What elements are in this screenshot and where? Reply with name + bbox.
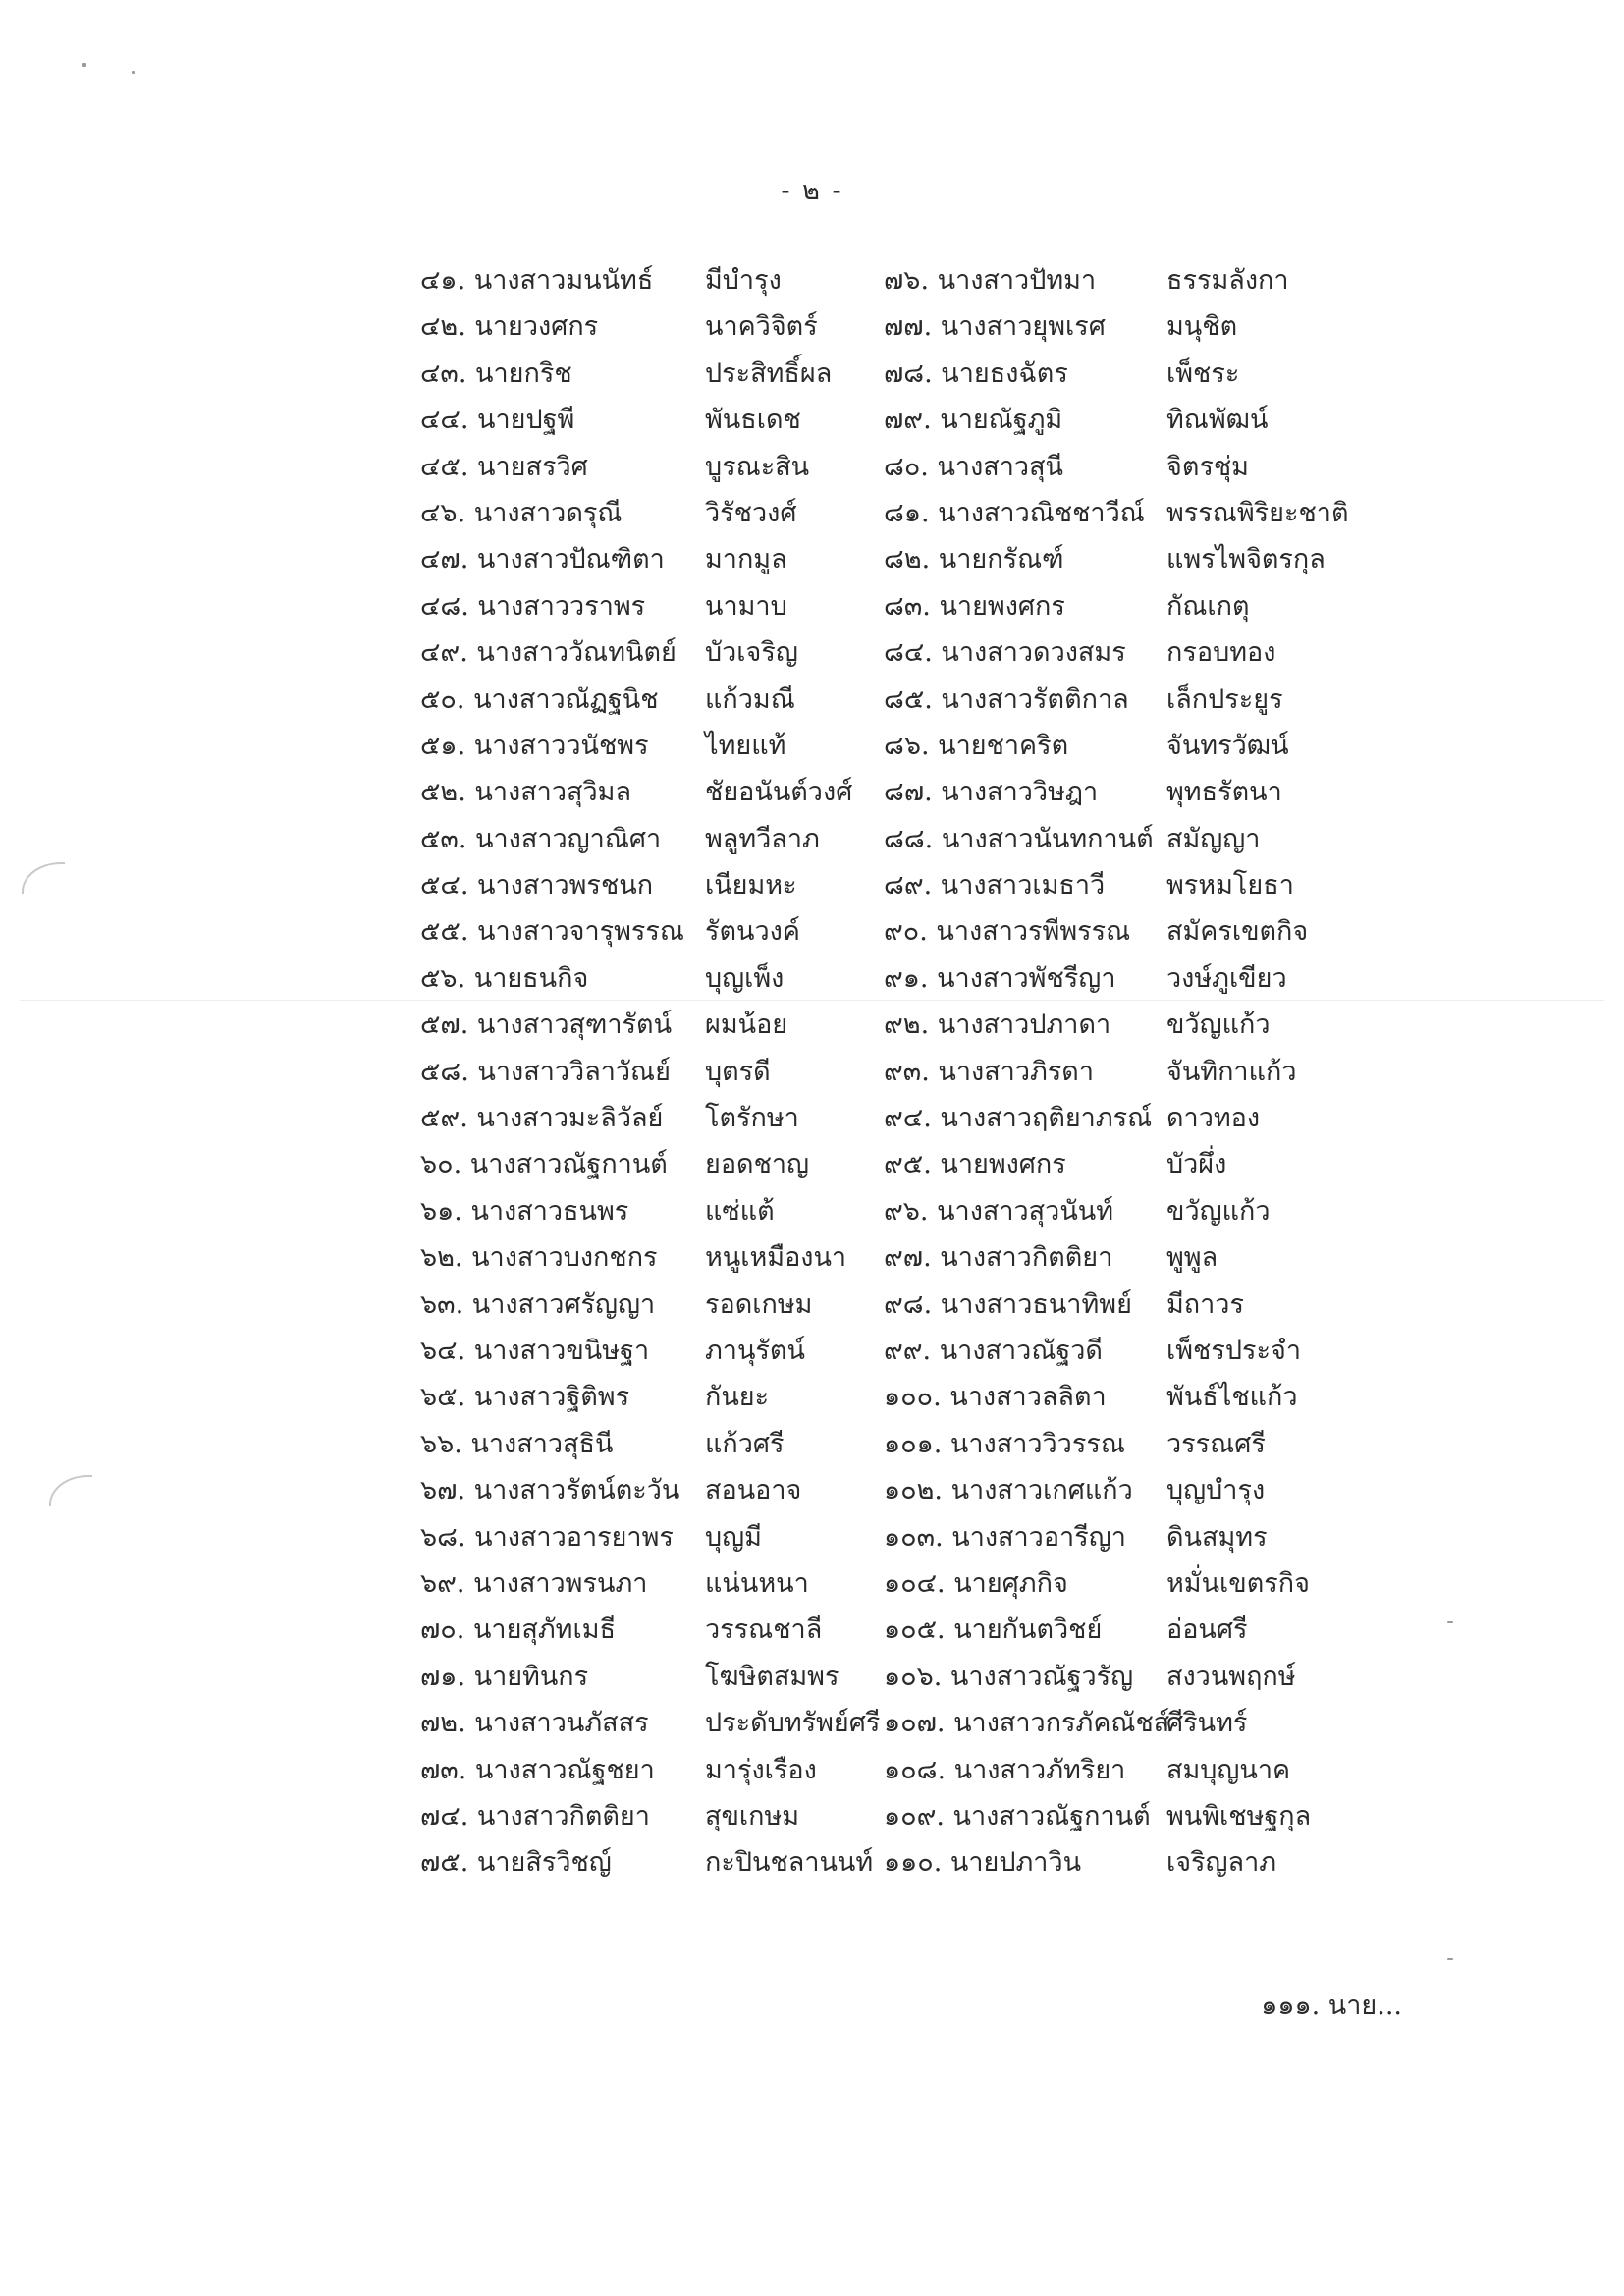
left-entry-surname: บุญเพ็ง [705,962,785,994]
right-entry-name: ๑๐๐. นางสาวลลิตา [884,1382,1107,1413]
roster-row [0,1282,1624,1328]
left-entry-name: ๖๗. นางสาวรัตน์ตะวัน [420,1475,680,1506]
roster-row [0,677,1624,723]
right-entry-surname: พรรณพิริยะชาติ [1166,497,1349,528]
right-entry-surname: ธรรมลังกา [1166,265,1289,296]
roster-row [0,1421,1624,1467]
right-entry-name: ๘๒. นายกรัณฑ์ [884,544,1064,575]
right-entry-name: ๑๐๕. นายกันตวิชย์ [884,1614,1103,1646]
roster-row [0,629,1624,676]
right-entry-surname: พูพูล [1166,1242,1218,1274]
left-entry-surname: วรรณชาลี [705,1614,823,1646]
right-entry-name: ๙๐. นางสาวรพีพรรณ [884,916,1131,948]
right-entry-name: ๘๑. นางสาวณิชชาวีณ์ [884,497,1145,528]
roster-row [0,257,1624,303]
left-entry-name: ๕๙. นางสาวมะลิวัลย์ [420,1103,664,1134]
roster-row [0,1049,1624,1095]
right-entry-name: ๑๑๐. นายปภาวิน [884,1847,1082,1879]
left-entry-name: ๕๗. นางสาวสุฑารัตน์ [420,1010,673,1041]
roster-row [0,1188,1624,1234]
right-entry-name: ๘๓. นายพงศกร [884,590,1065,622]
scan-speck [82,63,86,67]
roster-row [0,723,1624,769]
roster-row [0,1700,1624,1746]
right-entry-name: ๘๖. นายชาคริต [884,730,1069,761]
roster-row [0,490,1624,536]
right-entry-name: ๑๐๑. นางสาววิวรรณ [884,1428,1125,1459]
right-entry-surname: บุญบำรุง [1166,1475,1266,1506]
right-entry-name: ๗๖. นางสาวปัทมา [884,265,1097,296]
left-entry-name: ๗๑. นายทินกร [420,1661,589,1692]
right-entry-surname: แพรไพจิตรกุล [1166,544,1326,575]
left-entry-name: ๖๕. นางสาวฐิติพร [420,1382,630,1413]
roster-row [0,1560,1624,1607]
right-entry-surname: เจริญลาภ [1166,1847,1277,1879]
right-entry-surname: ขวัญแก้ว [1166,1010,1271,1041]
left-entry-surname: แซ่แต้ [705,1195,775,1227]
left-entry-name: ๕๕. นางสาวจารุพรรณ [420,916,684,948]
left-entry-name: ๖๖. นางสาวสุธินี [420,1428,614,1459]
roster-row [0,1374,1624,1420]
left-entry-name: ๔๕. นายสรวิศ [420,451,588,482]
right-entry-name: ๑๐๗. นางสาวกรภัคณัชส์ [884,1708,1170,1739]
roster-row [0,1607,1624,1653]
left-entry-surname: บุญมี [705,1521,762,1553]
left-entry-name: ๔๔. นายปฐพี [420,405,575,436]
left-entry-name: ๔๒. นายวงศกร [420,311,599,343]
left-entry-surname: แก้วมณี [705,683,795,715]
roster-row [0,303,1624,350]
left-entry-surname: แก้วศรี [705,1428,785,1459]
left-entry-surname: รอดเกษม [705,1288,813,1320]
left-entry-name: ๕๘. นางสาววิลาวัณย์ [420,1056,671,1087]
right-entry-name: ๙๘. นางสาวธนาทิพย์ [884,1288,1132,1320]
right-entry-surname: กรอบทอง [1166,637,1276,669]
left-entry-name: ๖๙. นางสาวพรนภา [420,1567,648,1599]
left-entry-surname: โฆษิตสมพร [705,1661,839,1692]
roster-row [0,351,1624,397]
right-entry-name: ๙๗. นางสาวกิตติยา [884,1242,1113,1274]
right-entry-surname: เพ็ชรประจำ [1166,1335,1301,1366]
left-entry-surname: ประสิทธิ์ผล [705,357,833,389]
right-entry-surname: กัณเกตุ [1166,590,1250,622]
right-entry-name: ๗๘. นายธงฉัตร [884,357,1068,389]
left-entry-name: ๖๓. นางสาวศรัญญา [420,1288,656,1320]
right-entry-surname: พนพิเชษฐกุล [1166,1800,1312,1831]
left-entry-name: ๗๒. นางสาวนภัสสร [420,1708,649,1739]
left-entry-surname: มีบำรุง [705,265,782,296]
roster-row [0,1002,1624,1048]
left-entry-name: ๕๐. นางสาวณัฏฐนิช [420,683,659,715]
left-entry-name: ๔๑. นางสาวมนนัทธ์ [420,265,654,296]
left-entry-surname: ประดับทรัพย์ศรี [705,1708,881,1739]
roster-row [0,397,1624,443]
left-entry-surname: กะปินชลานนท์ [705,1847,874,1879]
right-entry-name: ๘๔. นางสาวดวงสมร [884,637,1126,669]
right-entry-surname: วรรณศรี [1166,1428,1266,1459]
left-entry-surname: บัวเจริญ [705,637,798,669]
right-entry-surname: ดินสมุทร [1166,1521,1268,1553]
left-entry-surname: ชัยอนันต์วงศ์ [705,777,853,808]
left-entry-surname: นาควิจิตร์ [705,311,818,343]
right-entry-name: ๙๓. นางสาวภิรดา [884,1056,1094,1087]
right-entry-surname: ขวัญแก้ว [1166,1195,1271,1227]
roster-row [0,1467,1624,1513]
left-entry-surname: ผมน้อย [705,1010,788,1041]
right-entry-name: ๗๗. นางสาวยุพเรศ [884,311,1106,343]
right-entry-name: ๑๐๘. นางสาวภัทริยา [884,1754,1126,1785]
right-entry-surname: พรหมโยธา [1166,870,1294,902]
right-entry-surname: จันทิกาแก้ว [1166,1056,1297,1087]
name-roster [0,257,1624,1886]
right-entry-surname: ศีรินทร์ [1166,1708,1248,1739]
left-entry-name: ๔๘. นางสาววราพร [420,590,646,622]
roster-row [0,1839,1624,1886]
right-entry-surname: ดาวทอง [1166,1103,1261,1134]
right-entry-name: ๙๒. นางสาวปภาดา [884,1010,1111,1041]
left-entry-name: ๗๐. นายสุภัทเมธี [420,1614,616,1646]
left-entry-name: ๕๔. นางสาวพรชนก [420,870,654,902]
left-entry-surname: สุขเกษม [705,1800,800,1831]
right-entry-name: ๗๙. นายณัฐภูมิ [884,405,1063,436]
left-entry-surname: พลูทวีลาภ [705,823,820,854]
right-entry-name: ๘๗. นางสาววิษฎา [884,777,1099,808]
roster-row [0,816,1624,862]
left-entry-name: ๔๓. นายกริช [420,357,572,389]
right-entry-name: ๙๕. นายพงศกร [884,1149,1066,1180]
right-entry-surname: อ่อนศรี [1166,1614,1248,1646]
left-entry-name: ๖๔. นางสาวขนิษฐา [420,1335,650,1366]
right-entry-name: ๙๔. นางสาวฤติยาภรณ์ [884,1103,1153,1134]
roster-row [0,1234,1624,1281]
left-entry-name: ๕๓. นางสาวญาณิศา [420,823,662,854]
left-entry-surname: แน่นหนา [705,1567,809,1599]
left-entry-name: ๖๐. นางสาวณัฐกานต์ [420,1149,668,1180]
right-entry-name: ๘๙. นางสาวเมธาวี [884,870,1106,902]
scan-speck [1447,1958,1453,1960]
roster-row [0,444,1624,490]
left-entry-surname: บุตรดี [705,1056,771,1087]
left-entry-surname: เนียมหะ [705,870,797,902]
roster-row [0,583,1624,629]
left-entry-surname: ภานุรัตน์ [705,1335,805,1366]
right-entry-surname: วงษ์ภูเขียว [1166,962,1287,994]
right-entry-surname: สงวนพฤกษ์ [1166,1661,1296,1692]
left-entry-surname: บูรณะสิน [705,451,810,482]
roster-row [0,769,1624,815]
right-entry-name: ๙๙. นางสาวณัฐวดี [884,1335,1103,1366]
roster-row [0,1514,1624,1560]
left-entry-name: ๗๓. นางสาวณัฐชยา [420,1754,655,1785]
scan-speck [132,71,135,74]
roster-row [0,1328,1624,1374]
left-entry-name: ๔๖. นางสาวดรุณี [420,497,623,528]
right-entry-surname: มีถาวร [1166,1288,1244,1320]
right-entry-name: ๑๐๓. นางสาวอารีญา [884,1521,1126,1553]
right-entry-surname: จิตรชุ่ม [1166,451,1249,482]
roster-row [0,1793,1624,1839]
left-entry-surname: มารุ่งเรือง [705,1754,817,1785]
left-entry-name: ๖๑. นางสาวธนพร [420,1195,629,1227]
right-entry-surname: เล็กประยูร [1166,683,1283,715]
page-number: - ๒ - [781,176,843,206]
left-entry-surname: สอนอาจ [705,1475,802,1506]
left-entry-surname: รัตนวงค์ [705,916,800,948]
left-entry-surname: นามาบ [705,590,787,622]
roster-row [0,956,1624,1002]
left-entry-name: ๔๙. นางสาววัณทนิตย์ [420,637,677,669]
left-entry-name: ๕๖. นายธนกิจ [420,962,589,994]
right-entry-surname: ทิณพัฒน์ [1166,405,1269,436]
left-entry-name: ๕๒. นางสาวสุวิมล [420,777,631,808]
right-entry-name: ๙๖. นางสาวสุวนันท์ [884,1195,1114,1227]
right-entry-name: ๘๘. นางสาวนันทกานต์ [884,823,1154,854]
right-entry-name: ๑๐๖. นางสาวณัฐวรัญ [884,1661,1134,1692]
right-entry-name: ๘๕. นางสาวรัตติกาล [884,683,1129,715]
roster-row [0,908,1624,955]
left-entry-surname: พันธเดช [705,405,801,436]
right-entry-name: ๑๐๙. นางสาวณัฐกานต์ [884,1800,1151,1831]
right-entry-surname: มนุชิต [1166,311,1238,343]
roster-row [0,1141,1624,1187]
right-entry-surname: พันธ์ไชแก้ว [1166,1382,1298,1413]
left-entry-surname: กันยะ [705,1382,770,1413]
right-entry-surname: สมัครเขตกิจ [1166,916,1309,948]
right-entry-name: ๘๐. นางสาวสุนี [884,451,1064,482]
roster-row [0,1095,1624,1141]
left-entry-surname: โตรักษา [705,1103,799,1134]
right-entry-surname: สมัญญา [1166,823,1261,854]
right-entry-surname: บัวผึ่ง [1166,1149,1227,1180]
roster-row [0,1747,1624,1793]
right-entry-surname: เพ็ชระ [1166,357,1240,389]
left-entry-surname: ยอดชาญ [705,1149,810,1180]
left-entry-surname: ไทยแท้ [705,730,786,761]
left-entry-name: ๗๔. นางสาวกิตติยา [420,1800,650,1831]
left-entry-name: ๖๒. นางสาวบงกชกร [420,1242,658,1274]
roster-row [0,1654,1624,1700]
left-entry-surname: มากมูล [705,544,787,575]
right-entry-name: ๑๐๔. นายศุภกิจ [884,1567,1068,1599]
left-entry-surname: หนูเหมืองนา [705,1242,847,1274]
right-entry-surname: จันทรวัฒน์ [1166,730,1289,761]
right-entry-surname: หมั่นเขตรกิจ [1166,1567,1310,1599]
continuation-note: ๑๑๑. นาย... [1261,1991,1402,2021]
right-entry-name: ๙๑. นางสาวพัชรีญา [884,962,1116,994]
roster-row [0,536,1624,582]
right-entry-name: ๑๐๒. นางสาวเกศแก้ว [884,1475,1133,1506]
left-entry-surname: วิรัชวงศ์ [705,497,797,528]
left-entry-name: ๖๘. นางสาวอารยาพร [420,1521,674,1553]
left-entry-name: ๕๑. นางสาววนัชพร [420,730,649,761]
right-entry-surname: สมบุญนาค [1166,1754,1291,1785]
left-entry-name: ๔๗. นางสาวปัณฑิตา [420,544,665,575]
right-entry-surname: พุทธรัตนา [1166,777,1282,808]
roster-row [0,862,1624,908]
left-entry-name: ๗๕. นายสิรวิชญ์ [420,1847,612,1879]
